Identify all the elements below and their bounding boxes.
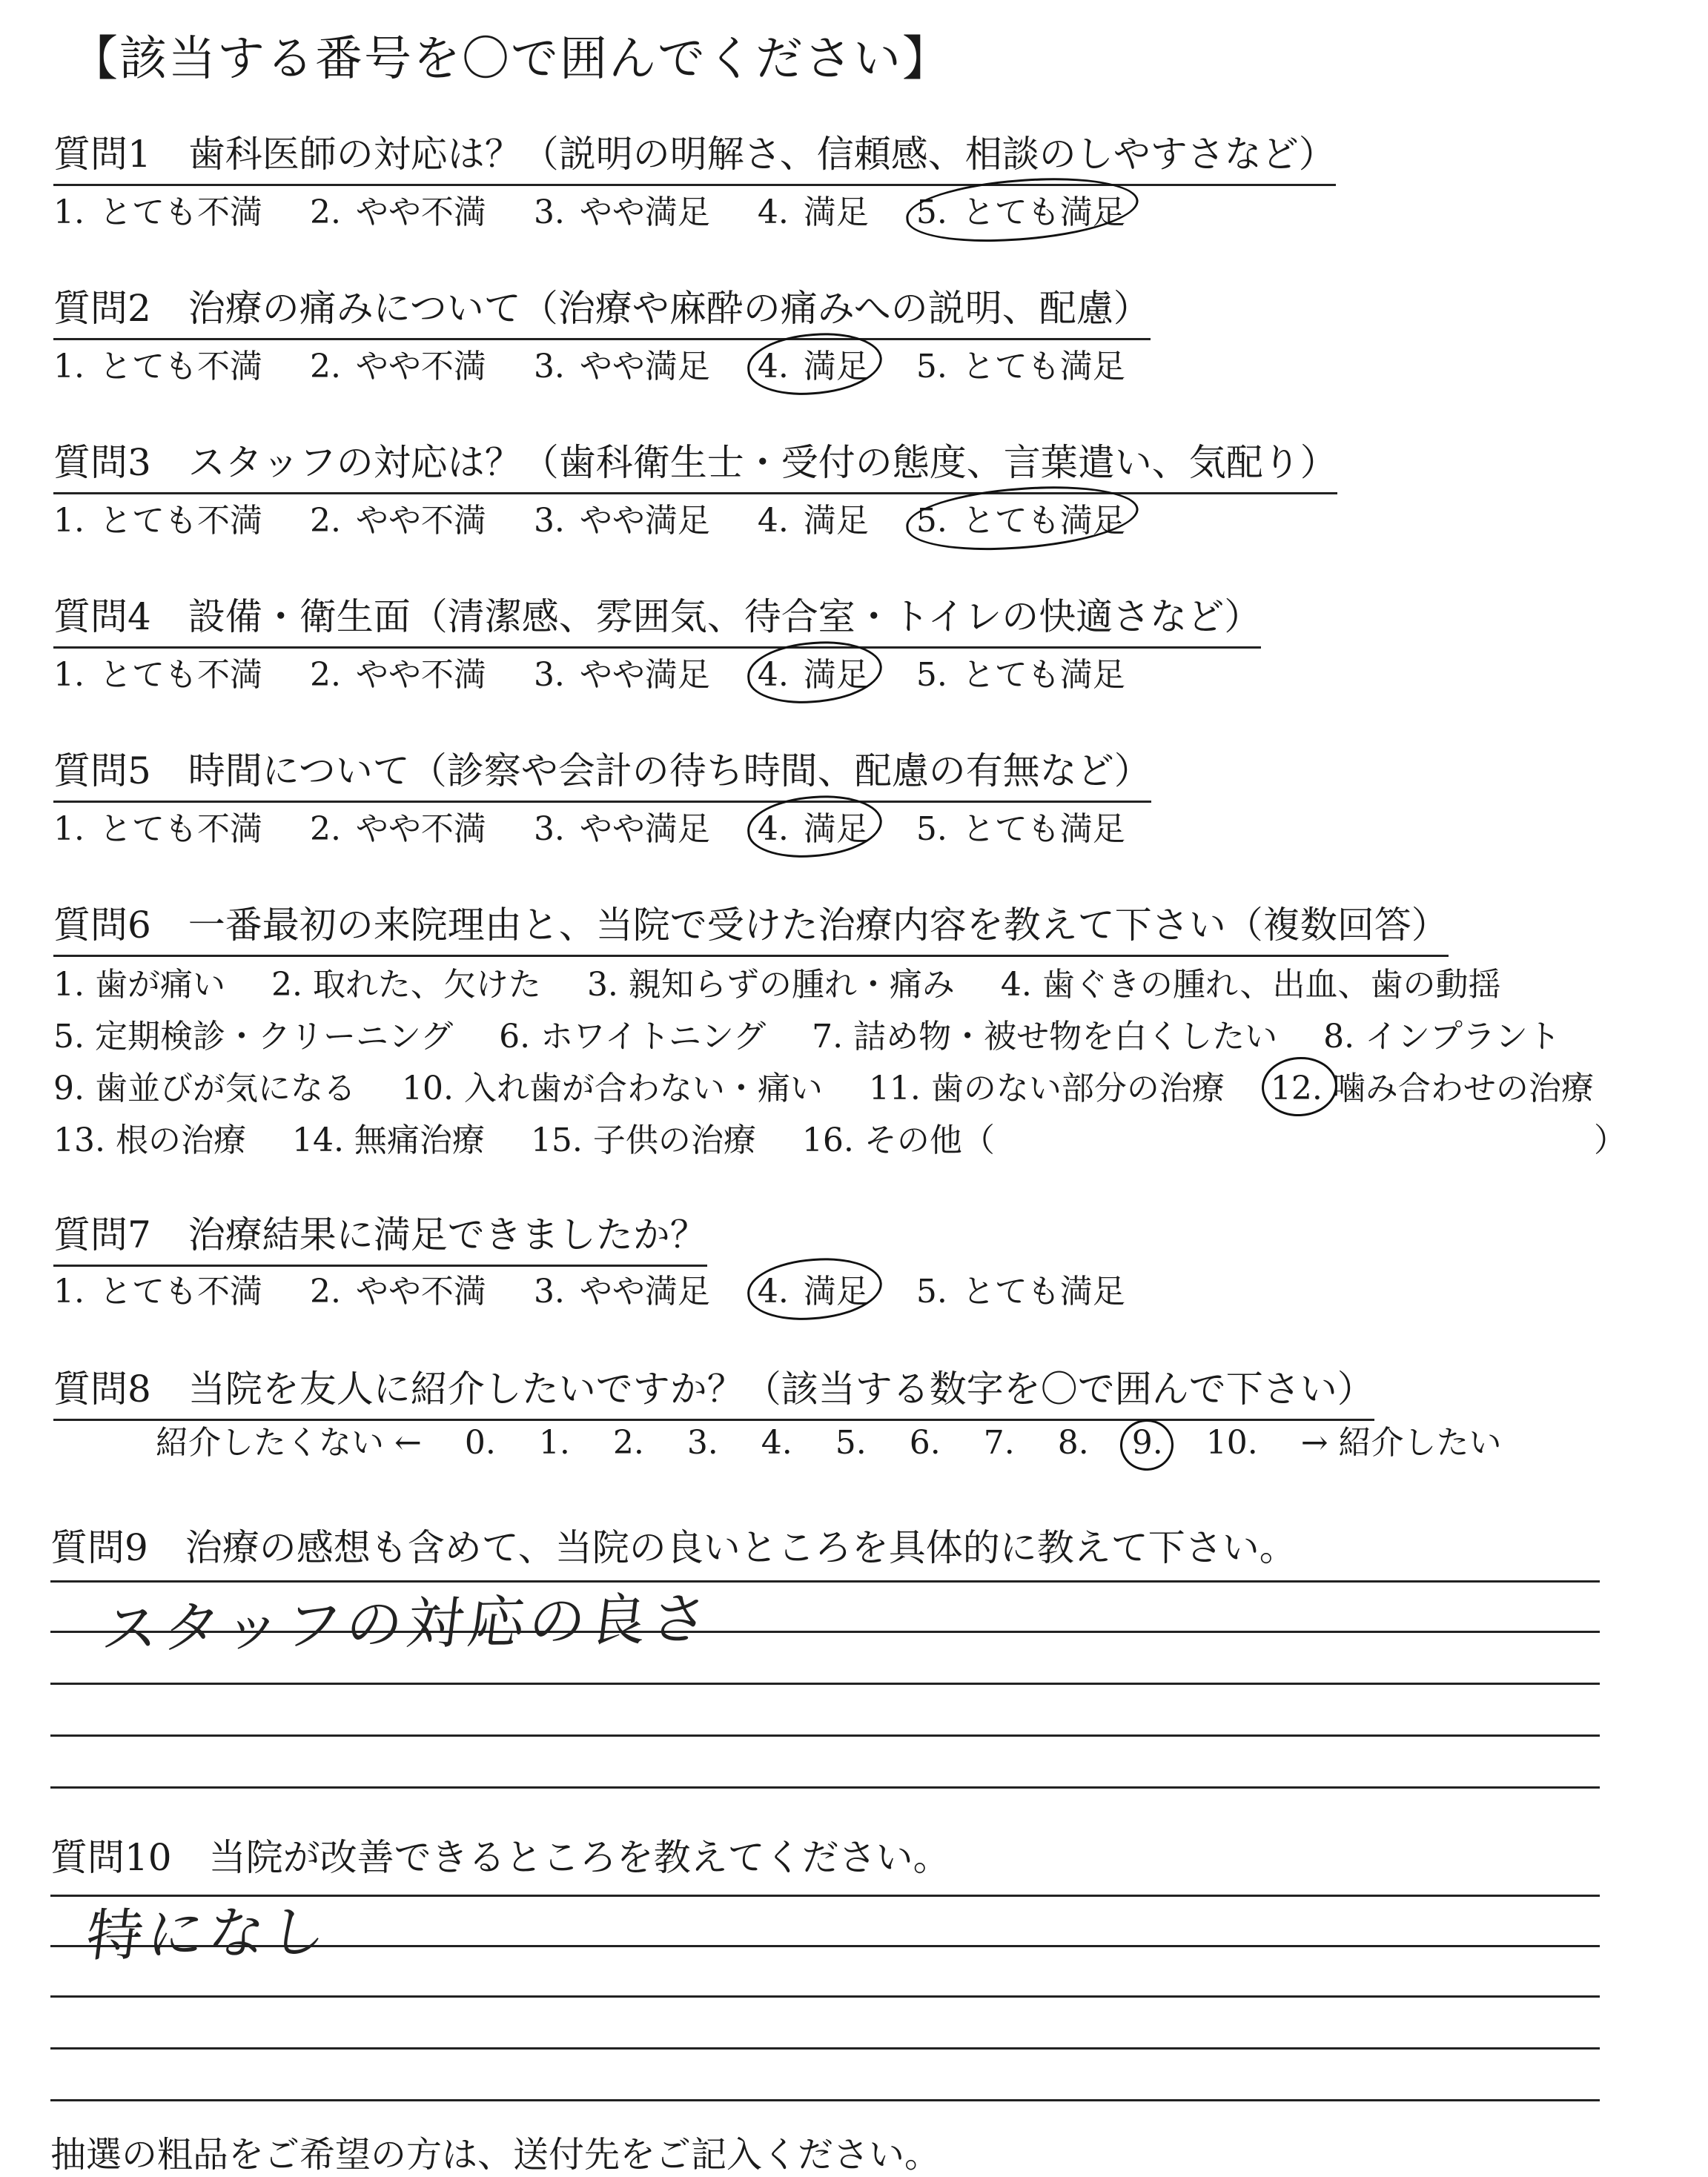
page-title: 【該当する番号を〇で囲んでください】 [70, 32, 951, 87]
answer-line [50, 1945, 1600, 1947]
answer-line [50, 1683, 1600, 1685]
q6-option-4[interactable]: 4. 歯ぐきの腫れ、出血、歯の動揺 [1000, 966, 1501, 1004]
answer-line [50, 1631, 1600, 1633]
q8-score-8[interactable]: 8. [1057, 1424, 1089, 1462]
q3-option-4[interactable]: 4. 満足 [757, 502, 869, 540]
question-6-row-3 [53, 1061, 1629, 1109]
q7-option-3[interactable]: 3. やや満足 [533, 1273, 710, 1310]
q3-option-3[interactable]: 3. やや満足 [533, 502, 710, 540]
question-6-label: 質問6 一番最初の来院理由と、当院で受けた治療内容を教えて下さい（複数回答） [53, 895, 1449, 957]
q6-option-15[interactable]: 15. 子供の治療 [530, 1121, 756, 1159]
question-5-options [53, 802, 1158, 849]
answer-line [50, 1995, 1600, 1998]
q3-option-5[interactable]: 5. とても満足 [916, 494, 1125, 541]
q4-option-1[interactable]: 1. とても不満 [53, 656, 262, 694]
question-8-scale [156, 1416, 1535, 1463]
answer-line [50, 2099, 1600, 2101]
q1-option-4[interactable]: 4. 満足 [757, 193, 869, 231]
question-7-options [53, 1265, 1158, 1312]
q6-option-10[interactable]: 10. 入れ歯が合わない・痛い [401, 1070, 823, 1107]
q3-option-2[interactable]: 2. やや不満 [309, 502, 486, 540]
answer-line [50, 1786, 1600, 1789]
q6-option-11[interactable]: 11. 歯のない部分の治療 [868, 1070, 1225, 1107]
question-6-row-2 [53, 1010, 1596, 1057]
q6-option-3[interactable]: 3. 親知らずの腫れ・痛み [586, 966, 955, 1004]
q7-option-5[interactable]: 5. とても満足 [916, 1273, 1125, 1310]
question-1-label: 質問1 歯科医師の対応は？（説明の明解さ、信頼感、相談のしやすさなど） [53, 125, 1336, 186]
answer-line [50, 2047, 1600, 2050]
q6-option-6[interactable]: 6. ホワイトニング [499, 1018, 767, 1056]
q1-option-5[interactable]: 5. とても満足 [916, 185, 1125, 233]
question-4-label: 質問4 設備・衛生面（清潔感、雰囲気、待合室・トイレの快適さなど） [53, 587, 1261, 649]
q6-option-13[interactable]: 13. 根の治療 [53, 1121, 246, 1159]
q4-option-5[interactable]: 5. とても満足 [916, 656, 1125, 694]
q4-option-3[interactable]: 3. やや満足 [533, 656, 710, 694]
q5-option-2[interactable]: 2. やや不満 [309, 810, 486, 848]
q8-score-4[interactable]: 4. [761, 1424, 792, 1462]
q2-option-5[interactable]: 5. とても満足 [916, 348, 1125, 385]
answer-line [50, 1895, 1600, 1897]
question-5-label: 質問5 時間について（診察や会計の待ち時間、配慮の有無など） [53, 741, 1151, 803]
q3-option-1[interactable]: 1. とても不満 [53, 502, 262, 540]
q1-option-1[interactable]: 1. とても不満 [53, 193, 262, 231]
q5-option-5[interactable]: 5. とても満足 [916, 810, 1125, 848]
q8-score-6[interactable]: 6. [909, 1424, 941, 1462]
q8-score-10[interactable]: 10. [1205, 1424, 1258, 1462]
answer-line [50, 1580, 1600, 1583]
q6-option-5[interactable]: 5. 定期検診・クリーニング [53, 1018, 454, 1056]
q8-score-1[interactable]: 1. [538, 1424, 570, 1462]
q6-other-close-paren: ） [1594, 1121, 1626, 1159]
question-8-label: 質問8 当院を友人に紹介したいですか？（該当する数字を〇で囲んで下さい） [53, 1359, 1374, 1421]
question-6-row-4 [53, 1113, 1030, 1161]
question-10-answer[interactable]: 特になし [82, 1898, 335, 1969]
question-3-options [53, 494, 1158, 541]
q1-option-3[interactable]: 3. やや満足 [533, 193, 710, 231]
q7-option-4[interactable]: 4. 満足 [758, 1265, 869, 1312]
q7-option-2[interactable]: 2. やや不満 [309, 1273, 486, 1310]
q8-score-5[interactable]: 5. [835, 1424, 867, 1462]
question-9-answer[interactable]: スタッフの対応の良さ [98, 1585, 716, 1663]
q5-option-3[interactable]: 3. やや満足 [533, 810, 710, 848]
q2-option-3[interactable]: 3. やや満足 [533, 348, 710, 385]
q6-option-7[interactable]: 7. 詰め物・被せ物を白くしたい [812, 1018, 1278, 1056]
q8-score-0[interactable]: 0. [464, 1424, 496, 1462]
q4-option-4[interactable]: 4. 満足 [758, 648, 869, 695]
q8-score-7[interactable]: 7. [983, 1424, 1015, 1462]
q2-option-4[interactable]: 4. 満足 [758, 339, 869, 387]
question-10-label: 質問10 当院が改善できるところを教えてください。 [50, 1836, 950, 1879]
question-4-options [53, 648, 1158, 695]
q4-option-2[interactable]: 2. やや不満 [309, 656, 486, 694]
q5-option-1[interactable]: 1. とても不満 [53, 810, 262, 848]
q6-option-9[interactable]: 9. 歯並びが気になる [53, 1070, 356, 1107]
q6-option-12[interactable]: 12. 噛み合わせの治療 [1271, 1061, 1594, 1109]
question-1-options [53, 185, 1158, 233]
question-9-label: 質問9 治療の感想も含めて、当院の良いところを具体的に教えて下さい。 [50, 1526, 1297, 1569]
q6-option-16[interactable]: 16. その他（ [801, 1121, 995, 1159]
question-3-label: 質問3 スタッフの対応は？（歯科衛生士・受付の態度、言葉遣い、気配り） [53, 433, 1337, 494]
q8-left-label: 紹介したくない ← [156, 1424, 422, 1462]
q8-score-3[interactable]: 3. [686, 1424, 718, 1462]
question-6-row-1 [53, 958, 1537, 1005]
q6-option-2[interactable]: 2. 取れた、欠けた [271, 966, 541, 1004]
q7-option-1[interactable]: 1. とても不満 [53, 1273, 262, 1310]
q2-option-2[interactable]: 2. やや不満 [309, 348, 486, 385]
q5-option-4[interactable]: 4. 満足 [758, 802, 869, 849]
question-2-options [53, 339, 1158, 387]
q2-option-1[interactable]: 1. とても不満 [53, 348, 262, 385]
q8-score-2[interactable]: 2. [612, 1424, 644, 1462]
question-7-label: 質問7 治療結果に満足できましたか？ [53, 1205, 707, 1267]
q6-option-14[interactable]: 14. 無痛治療 [291, 1121, 485, 1159]
q6-option-8[interactable]: 8. インプラント [1323, 1018, 1561, 1056]
q6-option-1[interactable]: 1. 歯が痛い [53, 966, 225, 1004]
q1-option-2[interactable]: 2. やや不満 [309, 193, 486, 231]
answer-line [50, 1734, 1600, 1737]
footer-note: 抽選の粗品をご希望の方は、送付先をご記入ください。 [50, 2134, 941, 2176]
question-2-label: 質問2 治療の痛みについて（治療や麻酔の痛みへの説明、配慮） [53, 279, 1151, 340]
q8-score-9[interactable]: 9. [1131, 1424, 1163, 1462]
q8-right-label: → 紹介したい [1300, 1424, 1502, 1462]
